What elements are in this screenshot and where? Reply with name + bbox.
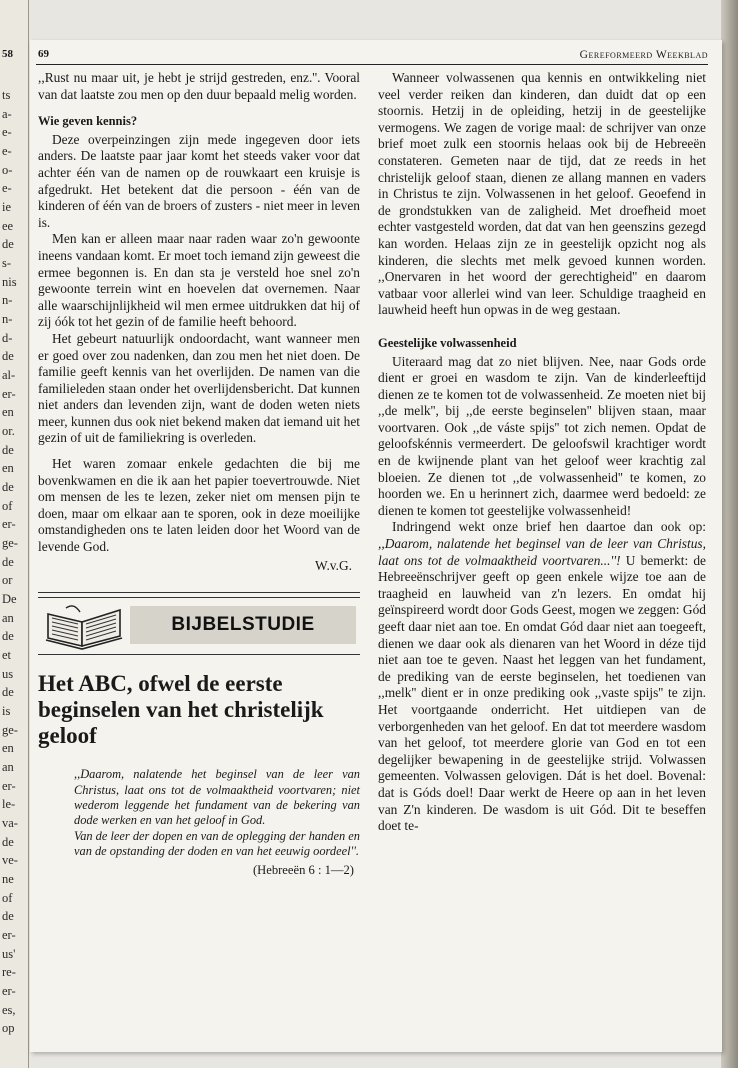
scripture-quote [74,767,360,859]
previous-page-edge [0,0,29,1068]
previous-page-number: 58 [2,48,13,60]
magazine-page [30,40,722,1052]
previous-page-text-fragment: ne [2,872,14,886]
paragraph: Uiteraard mag dat zo niet blijven. Nee, naar Gods orde dient er groei en wasdom te zijn. Van de kinderleeftijd dienen ze te komen tot de volwassenheid. Ze moeten niet bij ,,de melk'', bij ,,de eerste beginselen'' blijven staan, maar voortvaren. Ook ,,de váste spijs'' tot zich nemen. Opdat de geloofskénnis vermeerdert. De geloofswil krachtiger wordt en de kwijnende plant van het geloof weer krachtig zal bloeien. Ze dienen tot ,,de volwassenheid'' te komen, zo hoorden we. En u herinnert zich, daarmee werd bedoeld: ze dienen te komen tot geestelijke volwassenheid! [378,353,706,518]
binding-shadow [721,0,738,1068]
previous-page-text-fragment: er- [2,984,16,998]
left-column [38,70,360,878]
section-label-bijbelstudie: BIJBELSTUDIE [171,613,315,635]
previous-page-text-fragment: de [2,349,14,364]
divider [38,592,360,593]
paragraph: Men kan er alleen maar naar raden waar zo'n gewoonte ineens vandaan komt. Er moet toch iemand zijn geweest die ermee begonnen is. En dan sta je versteld hoe snel zo'n gewoonte terrein wint en hoevelen dat overnemen. Naar alle waarschijnlijkheid wil men ermee uitdrukken dat hij of zij óók tot het gezin of de familie heeft behoord. [38,231,360,330]
previous-page-text-fragment: n- [2,293,13,308]
previous-page-text-fragment: an [2,760,14,774]
previous-page-text-fragment: us' [2,946,16,961]
paragraph-rest: U bemerkt: de Hebreeënschrijver geeft op geen enkele wijze toe aan de traagheid en lauwheid van z'n lezers. En omdat hij geïnspireerd wordt door Gods Geest, mogen we zeggen: Gód geeft daar niet aan toe. En omdat Gód daar niet aan toegeeft, dienen we daar ook als dienaren van het Woord in déze tijd niet aan toe te geven. Naast het leggen van het fundament, de prediking van de eerste beginselen, het toedienen van ,,melk'' dient er in onze prediking ook ,,vaste spijs'' te zijn. Het voortgaande onderricht. Het uitdiepen van de verborgenheden van het geloof. En dat tot meerdere wasdom van het geloof, tot meerdere glorie van God en tot een degelijker bewapening in de geestelijke strijd. Volwassen gemeenten. Volwassen gelovigen. Dát is het doel. Bovenal: dat is Góds doel! Daar werkt de Heere op aan in het leven van Z'n kinderen. De wasdom is uit Gód. Dit te beseffen doet te- [378,552,706,834]
previous-page-text-fragment: of [2,498,13,513]
previous-page-text-fragment: n- [2,312,13,326]
open-book-icon [42,600,126,652]
journal-name: Gereformeerd Weekblad [579,49,708,61]
previous-page-text-fragment: er- [2,386,16,401]
previous-page-text-fragment: ee [2,218,14,233]
previous-page-text-fragment: re- [2,965,16,980]
previous-page-text-fragment: e- [2,181,12,196]
section-heading-geestelijke-volwassenheid: Geestelijke volwassenheid [378,335,517,350]
page-number: 69 [38,48,49,60]
previous-page-text-fragment: o- [2,162,13,177]
previous-page-text-fragment: al- [2,368,16,382]
previous-page-text-fragment: ie [2,200,12,214]
previous-page-text-fragment: de [2,629,14,644]
italic-quote: ,,Daarom, nalatende het beginsel van de leer van Christus, laat ons tot de volmaaktheid voortvaren...''! [378,536,706,568]
quote-line: ,,Daarom, nalatende het beginsel van de leer van Christus, laat ons tot de volmaaktheid voortvaren; niet wederom leggende het fundament van de bekering van dode werken en van het geloof in God. [74,767,360,828]
previous-page-text-fragment: e- [2,144,12,158]
previous-page-text-fragment: de [2,909,14,924]
previous-page-text-fragment: en [2,405,14,420]
previous-page-text-fragment: nis [2,274,17,289]
paragraph [378,519,706,834]
paragraph: Wanneer volwassenen qua kennis en ontwikkeling niet veel verder reiken dan kinderen, dan duidt dat op een stoornis. Hetzij in de opleiding, hetzij in de geestelijke vermogens. We zagen de vorige maal: de schrijver van onze brief moet zulk een stoornis helaas ook bij de Hebreeën constateren. Gemeten naar de tijd, dat ze reeds in het christelijk geloof staan, dienen ze allang mannen en vaders in Christus te zijn. Volwassenen in het geloof. Geoefend in de grondstukken van de zaligheid. Met droefheid moet echter vastgesteld worden, dat dat van hen geenszins gezegd kan worden. Helaas zijn ze in geestelijk opzicht nog als kinderen, die slechts met melk gevoed kunnen worden. ,,Onervaren in het woord der gerechtigheid'' en daarom vatbaar voor allerlei wind van leer. Schuldige traagheid en lauwheid heeft hun opwas in de weg gestaan. [378,70,706,318]
page-header [36,46,708,65]
previous-page-text-fragment: a- [2,106,12,121]
previous-page-text-fragment: of [2,890,13,905]
previous-page-text-fragment: de [2,442,14,457]
previous-page-text-fragment: en [2,461,14,476]
previous-page-text-fragment: ge- [2,722,18,737]
previous-page-text-fragment: de [2,685,14,700]
previous-page-text-fragment: ge- [2,536,18,550]
author-signature: W.v.G. [315,557,352,573]
paragraph-start: Indringend wekt onze brief hen daartoe dan ook op: [392,519,706,535]
previous-page-text-fragment: er- [2,928,16,942]
previous-page-text-fragment: de [2,834,14,849]
previous-page-text-fragment: op [2,1021,15,1036]
paragraph: Deze overpeinzingen zijn mede ingegeven door iets anders. De laatste paar jaar komt het steeds vaker voor dat achter één van de namen op de rouwkaart een kruisje is afgedrukt. Het betekent dat die persoon - één van de kinderen of één van de broers of zusters - niet meer in leven is. [38,131,360,230]
previous-page-text-fragment: s- [2,256,12,270]
previous-page-text-fragment: is [2,704,11,718]
previous-page-text-fragment: ve- [2,853,18,868]
quote-line: Van de leer der dopen en van de oplegging der handen en van de opstanding der doden en van het eeuwig oordeel''. [74,828,360,859]
paragraph: Het gebeurt natuurlijk ondoordacht, want wanneer men er goed over zou nadenken, dan zou men het niet doen. De familie geeft kennis van het overlijden. De namen van die familieleden staan onder het overlijdensbericht. Dat kunnen niet anders dan levenden zijn, want de doden weten niets meer, kunnen dus ook niet bekend maken dat iemand uit het gezin of uit de familiekring is overleden. [38,330,360,446]
previous-page-text-fragment: de [2,237,14,252]
previous-page-text-fragment: de [2,480,14,494]
paragraph: Het waren zomaar enkele gedachten die bij me bovenkwamen en die ik aan het papier toevertrouwde. Niet om mensen de les te lezen, zeker niet om mensen pijn te doen, maar om elkaar aan te sporen, ook in deze moeilijke omstandigheden ons te laten leiden door het Woord van de levende God. [38,456,360,555]
previous-page-text-fragment: le- [2,797,16,812]
previous-page-text-fragment: va- [2,816,18,830]
intro-paragraph: ,,Rust nu maar uit, je hebt je strijd gestreden, enz.''. Vooral van dat laatste zou men op den duur bepaald melig worden. [38,70,360,102]
banner-box [130,606,356,644]
previous-page-text-fragment: ts [2,88,11,102]
previous-page-text-fragment: en [2,741,14,756]
previous-page-text-fragment: us [2,666,14,681]
previous-page-text-fragment: an [2,610,14,625]
article-title: Het ABC, ofwel de eerste beginselen van het christelijk geloof [38,671,324,749]
section-heading-wie-geven-kennis: Wie geven kennis? [38,114,138,129]
previous-page-text-fragment: er- [2,517,16,532]
previous-page-text-fragment: or. [2,424,15,438]
section-banner [38,597,360,655]
scripture-reference: (Hebreeën 6 : 1—2) [252,862,354,877]
right-column [378,70,706,835]
previous-page-text-fragment: De [2,592,17,606]
previous-page-text-fragment: es, [2,1002,16,1017]
previous-page-text-fragment: de [2,554,14,569]
previous-page-text-fragment: er- [2,778,16,793]
previous-page-text-fragment: et [2,648,12,662]
previous-page-text-fragment: or [2,573,13,588]
previous-page-text-fragment: e- [2,125,12,140]
previous-page-text-fragment: d- [2,330,13,345]
